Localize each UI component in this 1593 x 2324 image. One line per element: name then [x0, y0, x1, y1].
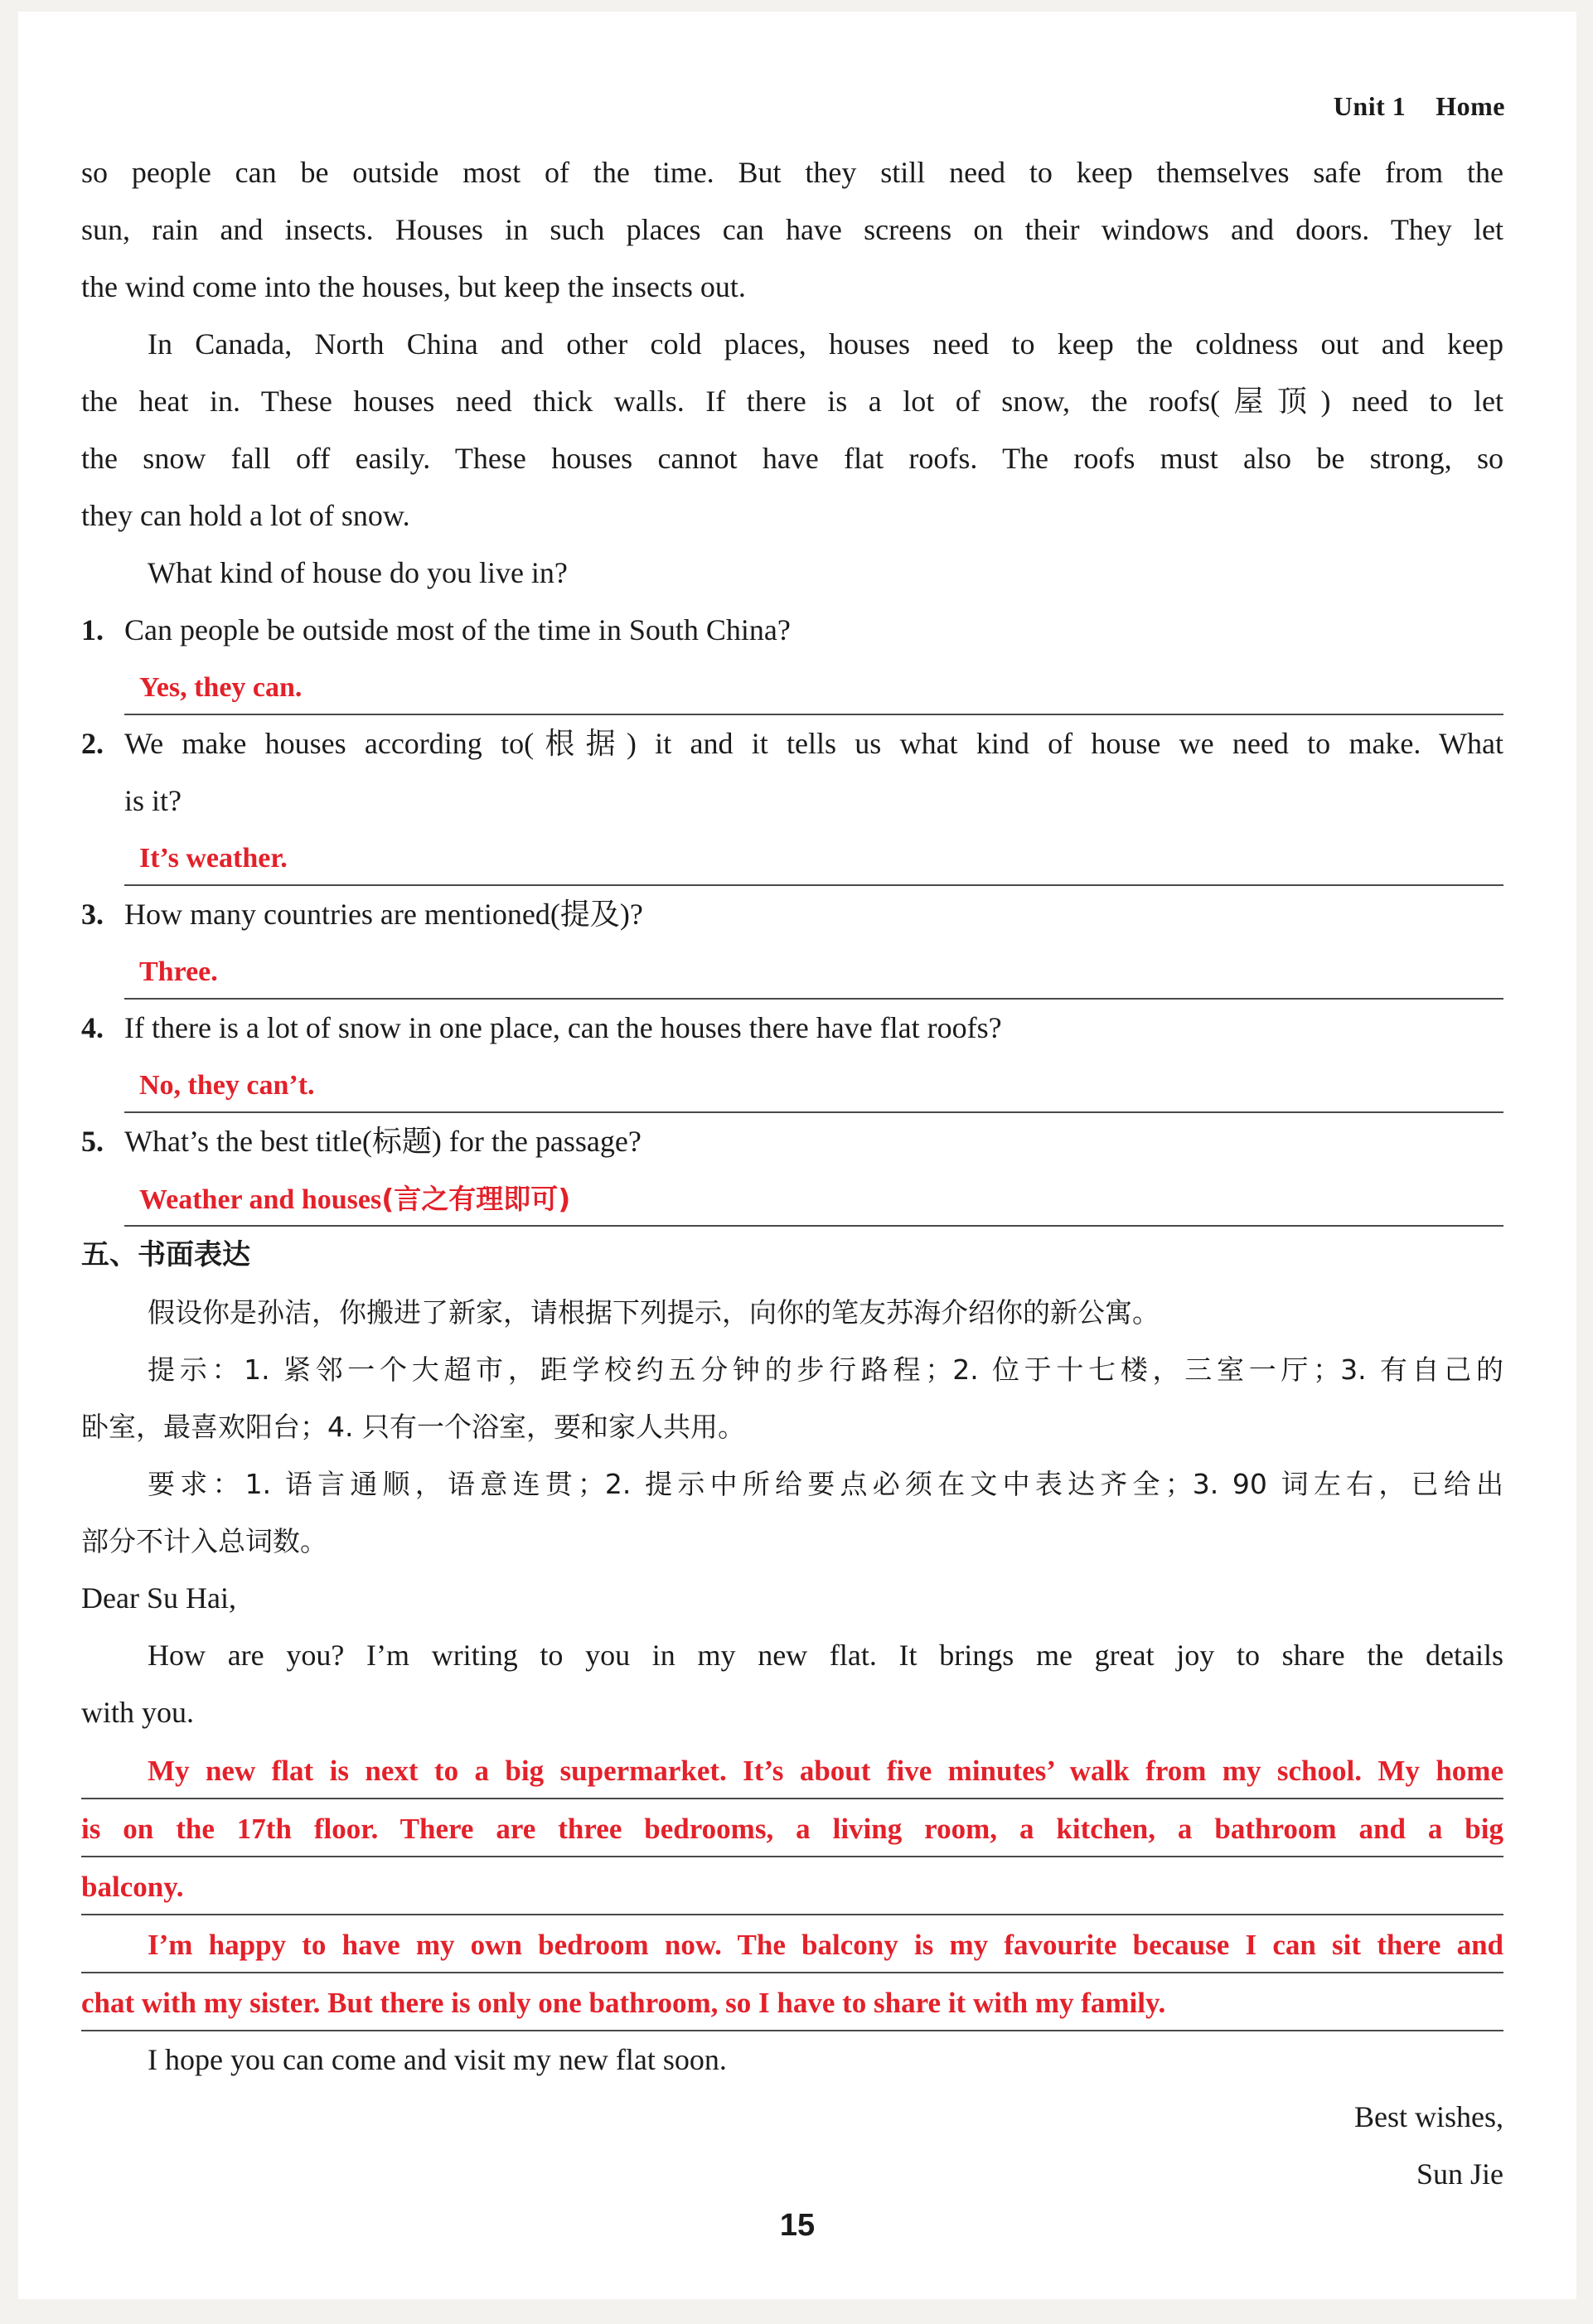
question-number: 3.	[81, 898, 104, 931]
answer-line: Yes, they can.	[124, 659, 1503, 715]
writing-section	[81, 1227, 1503, 2203]
question-text: is it?	[124, 784, 182, 817]
question-text: We make houses according to(根据) it and it tells us what kind of house we need to make. What	[124, 727, 1503, 760]
writing-answer-line: is on the 17th floor. There are three bedrooms, a living room, a kitchen, a bathroom and a big	[81, 1799, 1503, 1857]
question-3	[81, 886, 1503, 1000]
writing-answer-line: I’m happy to have my own bedroom now. The balcony is my favourite because I can sit there and	[81, 1915, 1503, 1973]
answer-text: Weather and houses	[139, 1184, 382, 1215]
question-text: Can people be outside most of the time in South China?	[124, 613, 791, 646]
letter-salutation: Dear Su Hai,	[81, 1581, 236, 1615]
writing-instruction: 假设你是孙洁，你搬进了新家，请根据下列提示，向你的笔友苏海介绍你的新公寓。	[148, 1296, 1160, 1329]
question-number: 5.	[81, 1125, 104, 1158]
page-content	[81, 144, 1503, 2203]
question-number: 2.	[81, 727, 104, 760]
writing-answer-line: balcony.	[81, 1857, 1503, 1915]
passage-line: the heat in. These houses need thick walls. If there is a lot of snow, the roofs(屋顶) need to let	[81, 385, 1503, 418]
writing-instruction: 提示：1. 紧邻一个大超市，距学校约五分钟的步行路程；2. 位于十七楼，三室一厅；3. 有自己的	[148, 1353, 1503, 1386]
question-5	[81, 1113, 1503, 1227]
letter-opening: with you.	[81, 1696, 195, 1729]
answer-line: No, they can’t.	[124, 1057, 1503, 1113]
writing-answer-line: My new flat is next to a big supermarket. It’s about five minutes’ walk from my school. My home	[81, 1741, 1503, 1799]
passage-line: What kind of house do you live in?	[148, 556, 568, 589]
page-number: 15	[779, 2208, 816, 2243]
passage-line: In Canada, North China and other cold places, houses need to keep the coldness out and keep	[148, 327, 1503, 361]
writing-instruction: 卧室，最喜欢阳台；4. 只有一个浴室，要和家人共用。	[81, 1411, 745, 1443]
letter-signature: Sun Jie	[1416, 2157, 1503, 2191]
reading-passage	[81, 144, 1503, 602]
answer-note: (言之有理即可)	[381, 1183, 571, 1215]
question-4	[81, 1000, 1503, 1113]
workbook-page	[18, 12, 1576, 2299]
answer-line: It’s weather.	[124, 830, 1503, 886]
passage-line: the snow fall off easily. These houses cannot have flat roofs. The roofs must also be strong, so	[81, 442, 1503, 475]
letter-signoff: Best wishes,	[1354, 2100, 1503, 2133]
question-number: 4.	[81, 1011, 104, 1044]
question-number: 1.	[81, 613, 104, 646]
answer-line: Three.	[124, 943, 1503, 1000]
letter-opening: How are you? I’m writing to you in my new flat. It brings me great joy to share the details	[148, 1639, 1503, 1672]
unit-title: Home	[1436, 91, 1505, 121]
unit-label: Unit 1	[1333, 91, 1407, 121]
page-header	[1334, 91, 1505, 122]
question-list	[81, 602, 1503, 1227]
writing-answer-line: chat with my sister. But there is only one bathroom, so I have to share it with my family.	[81, 1973, 1503, 2031]
writing-answer	[81, 1741, 1503, 2031]
passage-line: they can hold a lot of snow.	[81, 499, 410, 532]
question-text: If there is a lot of snow in one place, can the houses there have flat roofs?	[124, 1011, 1002, 1044]
answer-line	[124, 1170, 1503, 1227]
writing-instruction: 部分不计入总词数。	[81, 1525, 327, 1557]
passage-line: sun, rain and insects. Houses in such places can have screens on their windows and doors. They let	[81, 213, 1503, 246]
passage-line: so people can be outside most of the time. But they still need to keep themselves safe from the	[81, 156, 1503, 189]
section-title: 五、书面表达	[81, 1238, 250, 1271]
question-text: What’s the best title(标题) for the passage?	[124, 1125, 642, 1158]
question-2	[81, 715, 1503, 886]
question-1	[81, 602, 1503, 715]
letter-closing: I hope you can come and visit my new flat soon.	[148, 2043, 727, 2076]
writing-instruction: 要求：1. 语言通顺，语意连贯；2. 提示中所给要点必须在文中表达齐全；3. 90 词左右，已给出	[148, 1468, 1503, 1500]
question-text: How many countries are mentioned(提及)?	[124, 898, 643, 931]
passage-line: the wind come into the houses, but keep the insects out.	[81, 270, 746, 303]
